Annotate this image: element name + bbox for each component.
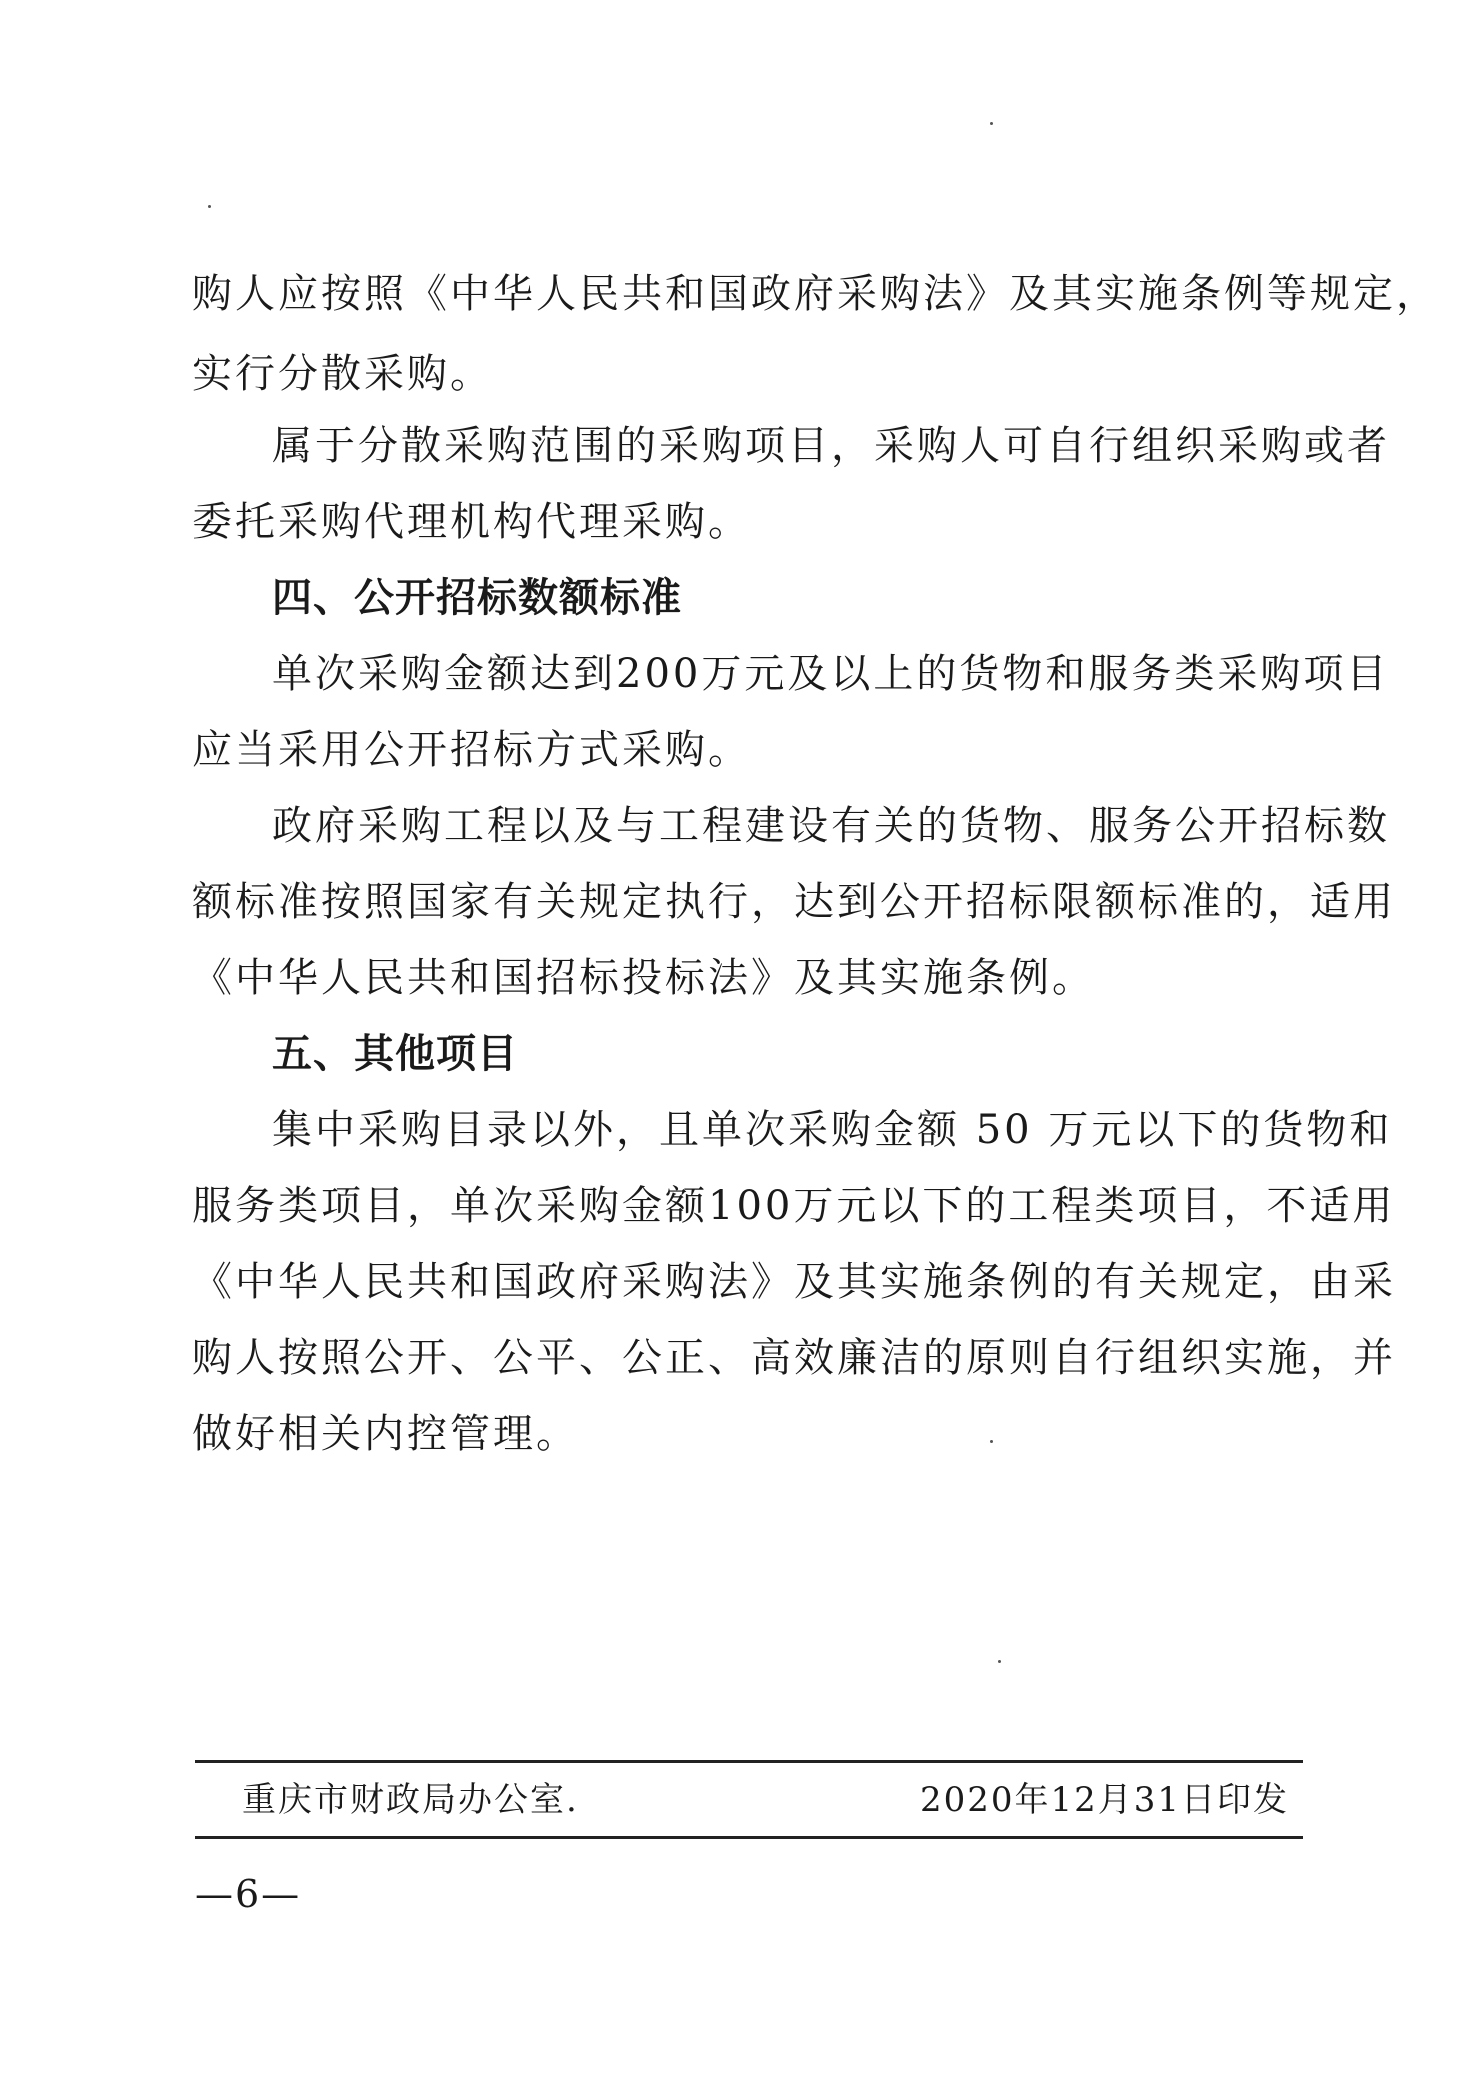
body-line: 单次采购金额达到200万元及以上的货物和服务类采购项目 bbox=[272, 651, 1390, 697]
body-line: 应当采用公开招标方式采购。 bbox=[192, 727, 751, 773]
body-line: 额标准按照国家有关规定执行，达到公开招标限额标准的，适用 bbox=[192, 879, 1396, 925]
issue-date-text: 2020年12月31日印发 bbox=[920, 1780, 1290, 1820]
issuer-text: 重庆市财政局办公室. bbox=[242, 1780, 579, 1820]
section-heading: 五、其他项目 bbox=[272, 1031, 518, 1077]
scan-speck bbox=[998, 1660, 1001, 1663]
body-line: 做好相关内控管理。 bbox=[192, 1411, 579, 1457]
body-line: 服务类项目，单次采购金额100万元以下的工程类项目，不适用 bbox=[192, 1183, 1396, 1229]
body-line: 政府采购工程以及与工程建设有关的货物、服务公开招标数 bbox=[272, 803, 1390, 849]
section-heading: 四、公开招标数额标准 bbox=[272, 575, 682, 621]
body-line: 《中华人民共和国政府采购法》及其实施条例的有关规定，由采 bbox=[192, 1259, 1396, 1305]
body-line: 委托采购代理机构代理采购。 bbox=[192, 499, 751, 545]
body-line: 属于分散采购范围的采购项目，采购人可自行组织采购或者 bbox=[272, 423, 1390, 469]
footer-bottom-rule bbox=[195, 1836, 1303, 1839]
body-line: 《中华人民共和国招标投标法》及其实施条例。 bbox=[192, 955, 1095, 1001]
footer-top-rule bbox=[195, 1760, 1303, 1763]
body-line: 购人应按照《中华人民共和国政府采购法》及其实施条例等规定， bbox=[192, 271, 1439, 317]
scan-speck bbox=[208, 205, 211, 208]
body-line: 购人按照公开、公平、公正、高效廉洁的原则自行组织实施，并 bbox=[192, 1335, 1396, 1381]
body-line: 实行分散采购。 bbox=[192, 351, 493, 397]
body-line: 集中采购目录以外，且单次采购金额 50 万元以下的货物和 bbox=[272, 1107, 1393, 1153]
scan-speck bbox=[990, 122, 993, 125]
page-number: —6— bbox=[195, 1872, 302, 1916]
